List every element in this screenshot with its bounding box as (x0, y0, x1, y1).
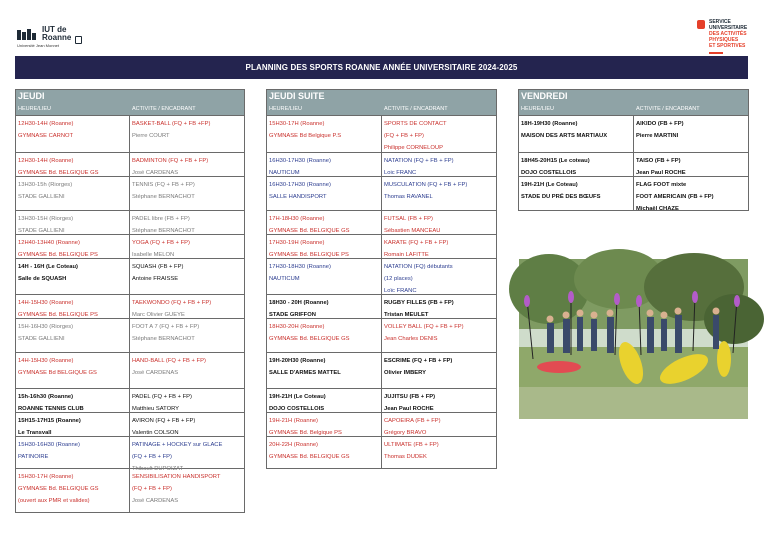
time-text: 18H30-20H (Roanne) (269, 324, 325, 330)
activity-cell (130, 389, 244, 412)
time-place-cell (267, 353, 382, 388)
activity-cell (382, 153, 496, 176)
place-text: GYMNASE Bd BELGIQUE GS (18, 370, 97, 376)
time-place-cell (267, 319, 382, 352)
header-activity: ACTIVITE / ENCADRANT (384, 106, 448, 112)
schedule-row (16, 388, 244, 412)
activity-cell (382, 177, 496, 210)
instructor-text: Matthieu SATORY (132, 406, 180, 412)
activity-text: PADEL libre (FB + FP) (132, 216, 190, 222)
instructor-text: Olivier IMBERY (384, 370, 426, 376)
place-text: GYMNASE Bd. BELGIQUE GS (269, 228, 350, 234)
activity-text: PATINAGE + HOCKEY sur GLACE (132, 442, 223, 448)
time-place-cell (16, 353, 130, 388)
place-text: STADE GALLIENI (18, 194, 65, 200)
schedule-row (267, 116, 496, 152)
time-place-cell (267, 153, 382, 176)
column-header (16, 90, 244, 116)
place-text: ROANNE TENNIS CLUB (18, 406, 84, 412)
time-text: 15H30-17H (Roanne) (269, 121, 325, 127)
time-place-cell (16, 259, 130, 294)
instructor-text: Isabelle MELON (132, 252, 175, 258)
instructor-text: José CARDENAS (132, 370, 179, 376)
schedule-rows (16, 116, 244, 512)
time-text: 12H30-14H (Roanne) (18, 121, 74, 127)
schedule-row (16, 468, 244, 512)
service-sport-logo (697, 20, 759, 56)
time-place-cell (267, 116, 382, 152)
place-text: DOJO COSTELLOIS (269, 406, 325, 412)
instructor-text: Jean Paul ROCHE (636, 170, 686, 176)
place-text: GYMNASE Bd. BELGIQUE PS (18, 252, 98, 258)
schedule-row (519, 176, 748, 210)
activity-cell (130, 295, 244, 318)
activity-cell (382, 413, 496, 436)
instructor-text: Grégory BRAVO (384, 430, 427, 436)
place-text: GYMNASE Bd Belgique P.S (269, 133, 342, 139)
schedule-row (519, 116, 748, 152)
place-text: GYMNASE Bd. BELGIQUE GS (18, 486, 99, 492)
instructor-text: Antoine FRAISSE (132, 276, 179, 282)
time-text: 15H15-17H15 (Roanne) (18, 418, 81, 424)
place-text: DOJO COSTELLOIS (521, 170, 577, 176)
activity-cell (634, 153, 748, 176)
header-activity: ACTIVITE / ENCADRANT (636, 106, 700, 112)
activity-cell (130, 259, 244, 294)
activity-text: ESCRIME (FQ + FB + FP) (384, 358, 453, 364)
instructor-text: Jean Paul ROCHE (384, 406, 434, 412)
time-place-cell (16, 235, 130, 258)
schedule-row (267, 294, 496, 318)
time-place-cell (267, 437, 382, 468)
schedule-row (16, 152, 244, 176)
day-title: JEUDI SUITE (269, 91, 325, 101)
time-place-cell (16, 211, 130, 234)
schedule-row (16, 234, 244, 258)
place-text: GYMNASE Bd. BELGIQUE GS (18, 170, 99, 176)
instructor-text: Michaël CHAZE (636, 206, 679, 212)
time-place-cell (16, 389, 130, 412)
column-header (519, 90, 748, 116)
activity-text: HAND-BALL (FQ + FB + FP) (132, 358, 206, 364)
time-place-cell (519, 116, 634, 152)
sport-logo-underline (709, 52, 723, 54)
activity-cell (130, 413, 244, 436)
instructor-text: Philippe CORNELOUP (384, 145, 443, 151)
page-title: PLANNING DES SPORTS ROANNE ANNÉE UNIVERSITAIRE 2024-2025 (15, 56, 748, 79)
kayak-group-photo (519, 259, 748, 419)
activity-cell (130, 177, 244, 210)
place-text: PATINOIRE (18, 454, 49, 460)
time-text: 18H45-20H15 (Le coteau) (521, 158, 590, 164)
time-text: 13H30-15h (Riorges) (18, 182, 73, 188)
time-place-cell (16, 319, 130, 352)
activity-text: AVIRON (FQ + FB + FP) (132, 418, 196, 424)
activity-text: BASKET-BALL (FQ + FB +FP) (132, 121, 211, 127)
activity-text: ULTIMATE (FB + FP) (384, 442, 439, 448)
instructor-text: José CARDENAS (132, 498, 179, 504)
instructor-text: Sébastien MANCEAU (384, 228, 441, 234)
activity-text: FUTSAL (FB + FP) (384, 216, 433, 222)
instructor-text: José CARDENAS (132, 170, 179, 176)
time-place-cell (16, 153, 130, 176)
activity-text: AIKIDO (FB + FP) (636, 121, 684, 127)
time-text: 17H-18H30 (Roanne) (269, 216, 325, 222)
iut-logo-line1: IUT de (42, 25, 67, 34)
activity-text: SQUASH (FB + FP) (132, 264, 184, 270)
place-text: Salle de SQUASH (18, 276, 67, 282)
schedule-row (16, 210, 244, 234)
iut-roanne-logo (17, 26, 87, 48)
schedule-row (16, 318, 244, 352)
time-place-cell (16, 116, 130, 152)
activity-text: FOOT A 7 (FQ + FB + FP) (132, 324, 200, 330)
activity-text: JUJITSU (FB + FP) (384, 394, 436, 400)
header-time-place: HEURE/LIEU (521, 106, 555, 112)
instructor-text: (FQ + FB + FP) (132, 486, 172, 492)
place-text: GYMNASE Bd. BELGIQUE GS (269, 454, 350, 460)
sport-logo-line2: UNIVERSITAIRE (709, 25, 748, 31)
place-text: SALLE D'ARMES MATTEL (269, 370, 341, 376)
place-text: MAISON DES ARTS MARTIAUX (521, 133, 608, 139)
activity-text: SENSIBILISATION HANDISPORT (132, 474, 221, 480)
place-text: STADE GALLIENI (18, 228, 65, 234)
schedule-row (16, 412, 244, 436)
schedule-row (267, 388, 496, 412)
activity-text: KARATE (FQ + FB + FP) (384, 240, 449, 246)
instructor-text: (FQ + FB + FP) (132, 454, 172, 460)
time-text: 17H30-18H30 (Roanne) (269, 264, 331, 270)
place-text: GYMNASE Bd. BELGIQUE PS (18, 312, 98, 318)
instructor-text: (FQ + FB + FP) (384, 133, 424, 139)
activity-cell (130, 211, 244, 234)
activity-text: CAPOEIRA (FB + FP) (384, 418, 441, 424)
time-place-cell (519, 177, 634, 210)
sport-logo-line5: ET SPORTIVES (709, 43, 746, 49)
time-text: 12H40-13H40 (Roanne) (18, 240, 80, 246)
activity-cell (382, 389, 496, 412)
day-column-jeudi (15, 89, 245, 513)
column-header (267, 90, 496, 116)
activity-text: BADMINTON (FQ + FB + FP) (132, 158, 209, 164)
activity-cell (382, 235, 496, 258)
time-text: 19H-20H30 (Roanne) (269, 358, 326, 364)
schedule-rows (267, 116, 496, 468)
schedule-row (267, 152, 496, 176)
time-text: 18H30 - 20H (Roanne) (269, 300, 329, 306)
schedule-row (16, 294, 244, 318)
instructor-text: Loic FRANC (384, 170, 417, 176)
instructor-text: Tristan MEULET (384, 312, 429, 318)
sport-logo-line4: PHYSIQUES (709, 37, 739, 43)
activity-text: VOLLEY BALL (FQ + FB + FP) (384, 324, 464, 330)
activity-cell (130, 353, 244, 388)
activity-cell (130, 319, 244, 352)
instructor-text: Stéphane BERNACHOT (132, 336, 195, 342)
activity-text: PADEL (FQ + FB + FP) (132, 394, 192, 400)
place-text: GYMNASE Bd. BELGIQUE GS (269, 336, 350, 342)
sport-logo-line3: DES ACTIVITÉS (709, 31, 747, 37)
time-text: 15h-16h30 (Roanne) (18, 394, 74, 400)
activity-text: MUSCULATION (FQ + FB + FP) (384, 182, 468, 188)
activity-cell (634, 116, 748, 152)
activity-text: TAEKWONDO (FQ + FB + FP) (132, 300, 212, 306)
header-activity: ACTIVITE / ENCADRANT (132, 106, 196, 112)
instructor-text: FOOT AMERICAIN (FB + FP) (636, 194, 714, 200)
schedule-row (267, 352, 496, 388)
activity-cell (382, 295, 496, 318)
schedule-row (267, 234, 496, 258)
place-text: STADE GRIFFON (269, 312, 316, 318)
instructor-text: (12 places) (384, 276, 413, 282)
schedule-row (16, 352, 244, 388)
activity-cell (382, 259, 496, 294)
iut-logo-line3: Université Jean Monnet (17, 43, 60, 48)
time-place-cell (267, 259, 382, 294)
header-time-place: HEURE/LIEU (18, 106, 52, 112)
time-text: 19H-21H (Le Coteau) (521, 182, 578, 188)
schedule-rows (519, 116, 748, 210)
activity-cell (130, 437, 244, 472)
time-text: 19H-21H (Le Coteau) (269, 394, 326, 400)
schedule-row (267, 258, 496, 294)
time-place-cell (16, 437, 130, 468)
instructor-text: Stéphane BERNACHOT (132, 228, 195, 234)
activity-text: RUGBY FILLES (FB + FP) (384, 300, 454, 306)
place-text: NAUTICUM (269, 170, 300, 176)
instructor-text: Valentin COLSON (132, 430, 179, 436)
activity-cell (382, 319, 496, 352)
sport-logo-line1: SERVICE (709, 19, 731, 25)
place-text: GYMNASE CARNOT (18, 133, 74, 139)
iut-logo-mark-icon (17, 28, 39, 42)
instructor-text: Thibault DUPOIZAT (132, 466, 184, 472)
schedule-row (267, 436, 496, 468)
place-text: (ouvert aux PMR et valides) (18, 498, 90, 504)
instructor-text: Loïc FRANC (384, 288, 417, 294)
day-column-jeudi-suite (266, 89, 497, 469)
schedule-row (267, 318, 496, 352)
activity-text: TAISO (FB + FP) (636, 158, 681, 164)
activity-text: SPORTS DE CONTACT (384, 121, 447, 127)
day-title: JEUDI (18, 91, 45, 101)
activity-cell (634, 177, 748, 210)
place-text: GYMNASE Bd. Belgique PS (269, 430, 342, 436)
schedule-row (267, 176, 496, 210)
place-text: STADE GALLIENI (18, 336, 65, 342)
activity-text: TENNIS (FQ + FB + FP) (132, 182, 195, 188)
time-text: 14H-15H30 (Roanne) (18, 300, 74, 306)
time-text: 15H30-17H (Roanne) (18, 474, 74, 480)
instructor-text: Stéphane BERNACHOT (132, 194, 195, 200)
activity-text: YOGA (FQ + FB + FP) (132, 240, 190, 246)
schedule-row (267, 412, 496, 436)
place-text: Le Transvall (18, 430, 52, 436)
schedule-row (16, 176, 244, 210)
time-place-cell (519, 153, 634, 176)
time-place-cell (16, 469, 130, 512)
day-column-vendredi (518, 89, 749, 211)
time-place-cell (267, 413, 382, 436)
kayak-photo-illustration (519, 259, 748, 419)
time-text: 14H-15H30 (Roanne) (18, 358, 74, 364)
instructor-text: Pierre MARTINI (636, 133, 679, 139)
day-title: VENDREDI (521, 91, 568, 101)
time-text: 19H-21H (Roanne) (269, 418, 318, 424)
instructor-text: Thomas DUDEK (384, 454, 427, 460)
time-text: 13H30-15H (Riorges) (18, 216, 74, 222)
instructor-text: Romain LAFITTE (384, 252, 429, 258)
place-text: GYMNASE Bd. BELGIQUE PS (269, 252, 349, 258)
time-text: 20H-22H (Roanne) (269, 442, 318, 448)
activity-cell (130, 153, 244, 176)
instructor-text: Pierre COURT (132, 133, 170, 139)
time-place-cell (16, 413, 130, 436)
activity-cell (382, 116, 496, 152)
time-text: 15H30-16H30 (Roanne) (18, 442, 80, 448)
time-place-cell (267, 389, 382, 412)
shield-icon (75, 36, 82, 44)
instructor-text: Thomas RAVANEL (384, 194, 433, 200)
schedule-row (16, 436, 244, 472)
header-time-place: HEURE/LIEU (269, 106, 303, 112)
time-place-cell (16, 295, 130, 318)
time-place-cell (267, 295, 382, 318)
instructor-text: Marc Olivier GUEYE (132, 312, 185, 318)
time-place-cell (16, 177, 130, 210)
schedule-row (16, 258, 244, 294)
activity-text: NATATION (FQ + FB + FP) (384, 158, 454, 164)
place-text: NAUTICUM (269, 276, 300, 282)
time-text: 15H-16H30 (Riorges) (18, 324, 74, 330)
activity-cell (130, 235, 244, 258)
place-text: SALLE HANDISPORT (269, 194, 327, 200)
time-text: 12H30-14H (Roanne) (18, 158, 74, 164)
time-text: 16H30-17H30 (Roanne) (269, 158, 331, 164)
iut-logo-line2: Roanne (42, 33, 72, 42)
activity-text: FLAG FOOT mixte (636, 182, 687, 188)
time-text: 14H - 16H (Le Coteau) (18, 264, 78, 270)
activity-cell (130, 116, 244, 152)
activity-text: NATATION (FQ) débutants (384, 264, 453, 270)
activity-cell (382, 211, 496, 234)
schedule-row (16, 116, 244, 152)
time-place-cell (267, 177, 382, 210)
sport-brand-icon (697, 20, 705, 29)
place-text: STADE DU PRÉ DES BŒUFS (521, 194, 601, 200)
schedule-row (519, 152, 748, 176)
time-place-cell (267, 211, 382, 234)
activity-cell (382, 437, 496, 468)
activity-cell (130, 469, 244, 512)
time-text: 18H-19H30 (Roanne) (521, 121, 578, 127)
schedule-row (267, 210, 496, 234)
instructor-text: Jean Charles DENIS (384, 336, 438, 342)
time-text: 16H30-17H30 (Roanne) (269, 182, 331, 188)
activity-cell (382, 353, 496, 388)
time-text: 17H30-19H (Roanne) (269, 240, 325, 246)
time-place-cell (267, 235, 382, 258)
